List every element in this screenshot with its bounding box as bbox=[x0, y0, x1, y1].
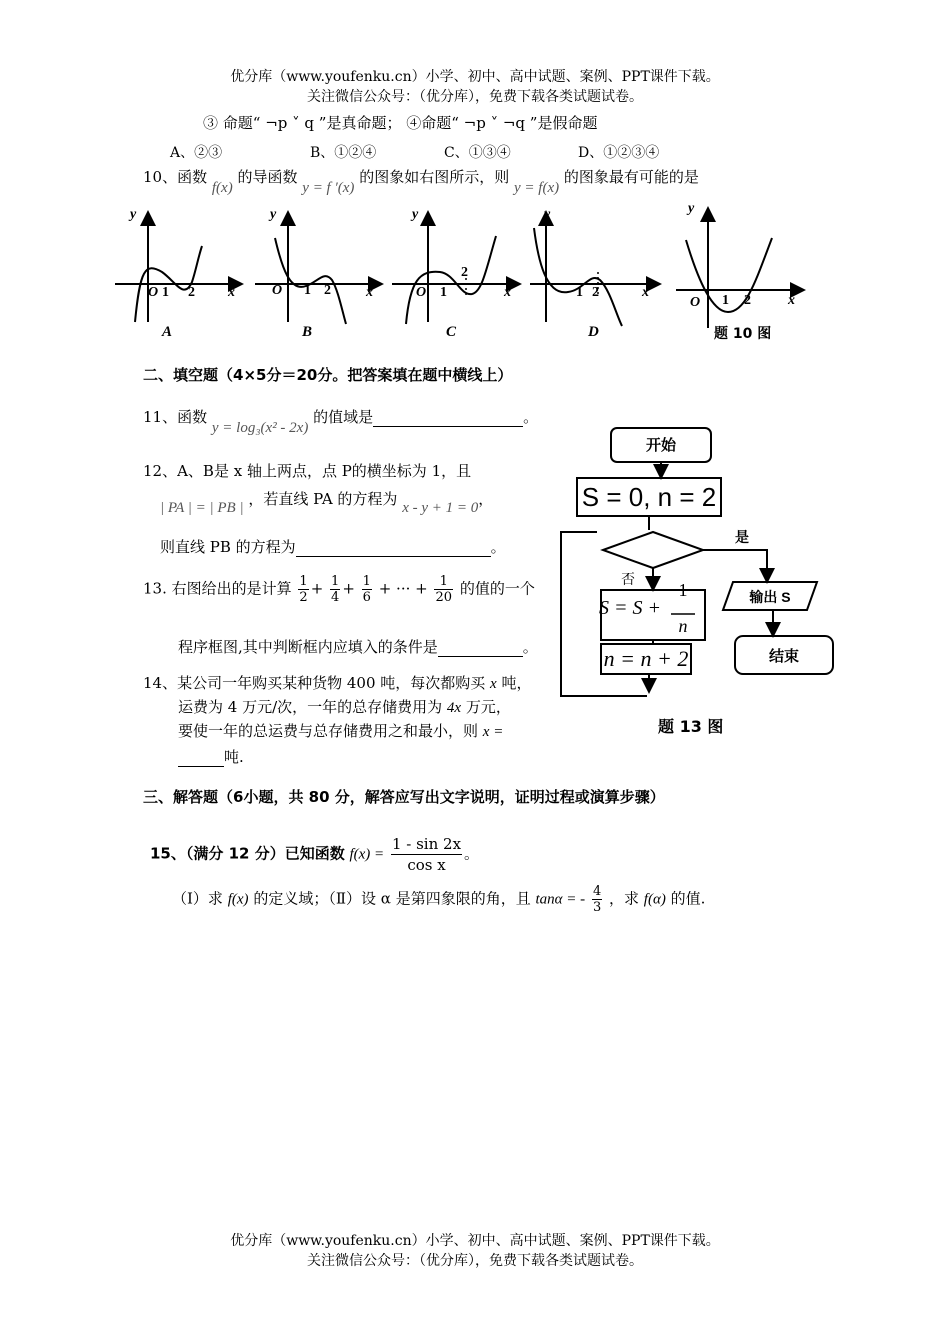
graph-derivative bbox=[676, 210, 802, 328]
graph-d bbox=[530, 214, 658, 326]
flow-update-n-label: n = n + 2 bbox=[603, 646, 689, 671]
graph-d-x-label: x bbox=[642, 285, 649, 300]
q15-part-a: （Ⅰ）求 bbox=[172, 889, 223, 908]
flow-arrow-yes bbox=[703, 550, 767, 580]
q12-answer-blank[interactable] bbox=[296, 556, 491, 557]
q13-frac-4-num: 1 bbox=[434, 574, 453, 590]
q10-yfx: y = f(x) bbox=[514, 180, 560, 196]
q14-line-4 bbox=[178, 746, 244, 767]
q13-suffix: 的值的一个 bbox=[459, 579, 535, 598]
q9-option-a: A、②③ bbox=[170, 145, 223, 161]
q13-dots: + ··· + bbox=[378, 579, 428, 598]
graph-c-x-label: x bbox=[504, 285, 511, 300]
q10-graphs bbox=[110, 200, 810, 350]
q15-tan-frac bbox=[592, 884, 602, 915]
graph-b-tick-2: 2 bbox=[324, 283, 331, 298]
flow-output-label: 输出 S bbox=[749, 589, 791, 605]
graph-b-curve bbox=[275, 238, 346, 324]
graph-a-origin: O bbox=[148, 285, 159, 300]
graph-c bbox=[392, 214, 518, 324]
q15-fraction bbox=[391, 834, 462, 875]
graph-a-y-label: y bbox=[130, 207, 137, 222]
q11-answer-blank[interactable] bbox=[373, 426, 523, 427]
graph-c-curve bbox=[406, 236, 496, 324]
footer-line-1: 优分库（www.youfenku.cn）小学、初中、高中试题、案例、PPT课件下载。 bbox=[230, 1233, 720, 1249]
q14-line-3 bbox=[178, 720, 503, 741]
graph-c-tick-1: 1 bbox=[440, 285, 447, 300]
graph-d-tick-2: 2 bbox=[592, 285, 599, 300]
q15-question bbox=[150, 834, 479, 875]
q9-option-b: B、①②④ bbox=[310, 145, 377, 161]
q10-fx: f(x) bbox=[211, 180, 233, 196]
flow-update-s-num: 1 bbox=[678, 580, 688, 600]
q14-answer-blank[interactable] bbox=[178, 766, 224, 767]
flow-update-s-label: S = S + bbox=[599, 597, 661, 619]
graph-d-curve bbox=[534, 228, 622, 326]
graph-c-tick-2: 2 bbox=[461, 265, 468, 280]
q15-end: 。 bbox=[464, 844, 480, 863]
q14-line2a: 运费为 4 万元/次，一年的总存储费用为 bbox=[178, 698, 443, 716]
q9-option-c: C、①③④ bbox=[444, 145, 511, 161]
q14-line-1 bbox=[143, 672, 532, 693]
q10-derivative: y = f ′(x) bbox=[302, 180, 355, 196]
q13-frac-3 bbox=[362, 574, 372, 605]
q15-numerator: 1 - sin 2x bbox=[391, 835, 462, 853]
graph-b-tick-1: 1 bbox=[304, 283, 311, 298]
graph-b-origin: O bbox=[272, 283, 283, 298]
q15-tan: tanα = - bbox=[535, 891, 586, 908]
q9-option-d: D、①②③④ bbox=[578, 145, 660, 161]
graph-c-y-label: y bbox=[412, 207, 419, 222]
q15-parts bbox=[172, 884, 705, 915]
q13-frac-1 bbox=[298, 574, 308, 605]
q13-frac-3-den: 6 bbox=[362, 590, 371, 605]
graph-c-origin: O bbox=[416, 285, 427, 300]
flow-yes-label: 是 bbox=[735, 529, 749, 545]
flow-decision bbox=[603, 532, 703, 568]
graph-derivative-origin: O bbox=[690, 295, 701, 310]
q10-mid1: 的导函数 bbox=[237, 168, 298, 186]
q10-prefix: 10、函数 bbox=[143, 168, 208, 186]
graph-b-label: B bbox=[302, 324, 313, 340]
q15-falpha: f(α) bbox=[643, 891, 666, 908]
q13-frac-4 bbox=[434, 574, 453, 605]
flow-start-label: 开始 bbox=[645, 437, 677, 454]
flowchart bbox=[555, 420, 845, 720]
q13-frac-1-den: 2 bbox=[299, 590, 308, 605]
q12-condition: | PA | = | PB | bbox=[160, 500, 244, 516]
q10-suffix: 的图象最有可能的是 bbox=[563, 168, 699, 186]
q14-line-2 bbox=[178, 696, 511, 717]
graph-b-x-label: x bbox=[366, 285, 373, 300]
q14-line1a: 14、某公司一年购买某种货物 400 吨，每次都购买 bbox=[143, 674, 486, 692]
graph-derivative-y-label: y bbox=[688, 201, 695, 216]
footer-line-2: 关注微信公众号：（优分库），免费下载各类试题试卷。 bbox=[307, 1253, 643, 1269]
q14-line2b: 万元， bbox=[465, 698, 511, 716]
q13-line2-text: 程序框图,其中判断框内应填入的条件是 bbox=[178, 638, 438, 656]
q15-denominator: cos x bbox=[407, 856, 446, 874]
q9-statement-line: ③ 命题“ ¬p ˅ q ”是真命题； ④命题“ ¬p ˅ ¬q ”是假命题 bbox=[203, 114, 598, 132]
q15-part-b: ，求 bbox=[609, 889, 640, 908]
graph-a-tick-1: 1 bbox=[162, 285, 169, 300]
q15-prefix: 15、（满分 12 分）已知函数 bbox=[150, 844, 345, 863]
q10-mid2: 的图象如右图所示，则 bbox=[359, 168, 510, 186]
q14-unit: 吨. bbox=[224, 748, 244, 766]
q13-frac-1-num: 1 bbox=[299, 574, 308, 589]
q13-answer-blank[interactable] bbox=[438, 656, 523, 657]
graph-derivative-tick-2: 2 bbox=[744, 293, 751, 308]
q14-cost: 4x bbox=[446, 700, 462, 716]
q15-tan-den: 3 bbox=[592, 900, 602, 915]
graph-a-x-label: x bbox=[228, 285, 235, 300]
q13-frac-2-num: 1 bbox=[331, 574, 340, 589]
q12-line-1: 12、A、B是 x 轴上两点，点 P的横坐标为 1，且 bbox=[143, 462, 472, 480]
q13-end: 。 bbox=[522, 638, 538, 656]
section3-title: 三、解答题（6小题，共 80 分，解答应写出文字说明，证明过程或演算步骤） bbox=[143, 788, 665, 806]
q12-line2-text: ，若直线 PA 的方程为 bbox=[248, 490, 398, 508]
q14-x-equals: x = bbox=[482, 724, 504, 740]
graph-c-label: C bbox=[446, 324, 457, 340]
q12-end: 。 bbox=[490, 538, 506, 556]
graph-a-tick-2: 2 bbox=[188, 285, 195, 300]
q10-question bbox=[143, 166, 699, 196]
q12-comma: ， bbox=[478, 490, 494, 508]
q14-line1b: 吨， bbox=[501, 674, 532, 692]
q15-tan-num: 4 bbox=[592, 884, 602, 899]
q13-frac-4-den: 20 bbox=[435, 590, 453, 605]
q13-frac-2 bbox=[330, 574, 340, 605]
flow-no-label: 否 bbox=[621, 571, 635, 587]
q11-formula: y = log₃(x² - 2x) bbox=[211, 420, 309, 436]
q10-figure-caption: 题 10 图 bbox=[714, 326, 772, 342]
q13-frac-3-num: 1 bbox=[362, 574, 371, 589]
graph-a bbox=[115, 214, 240, 322]
flow-update-s-den: n bbox=[678, 616, 688, 636]
q13-line-1: 13. 右图给出的是计算 $\frac{1}{2}$ + $\frac{1}{4}$ + $\frac{1}{6}$ + ··· + $\frac{1}{20}$ 的值的一个 bbox=[143, 574, 535, 605]
graph-d-y-label: y bbox=[544, 207, 551, 222]
graph-derivative-x-label: x bbox=[788, 293, 795, 308]
q13-prefix: 13. 右图给出的是计算 bbox=[143, 579, 292, 598]
q11-suffix: 的值域是 bbox=[313, 408, 374, 426]
q15-fx2: f(x) bbox=[227, 891, 249, 908]
graph-a-label: A bbox=[162, 324, 173, 340]
header-line-2: 关注微信公众号：（优分库），免费下载各类试题试卷。 bbox=[307, 89, 643, 105]
q13-figure-caption: 题 13 图 bbox=[658, 717, 724, 736]
header-line-1: 优分库（www.youfenku.cn）小学、初中、高中试题、案例、PPT课件下载。 bbox=[230, 69, 720, 85]
q12-line3-text: 则直线 PB 的方程为 bbox=[160, 538, 296, 556]
q14-line3: 要使一年的总运费与总存储费用之和最小，则 bbox=[178, 722, 479, 740]
graph-derivative-tick-1: 1 bbox=[722, 293, 729, 308]
q14-var-x: x bbox=[490, 676, 497, 692]
q12-equation: x - y + 1 = 0 bbox=[402, 500, 479, 516]
q11-prefix: 11、函数 bbox=[143, 408, 208, 426]
q15-part-a2: 的定义域；（Ⅱ）设 α 是第四象限的角，且 bbox=[253, 889, 531, 908]
q12-line-3 bbox=[160, 536, 506, 557]
graph-d-tick-1: 1 bbox=[576, 285, 583, 300]
flow-end-label: 结束 bbox=[768, 648, 800, 665]
graph-d-label: D bbox=[588, 324, 599, 340]
graph-b-y-label: y bbox=[270, 207, 277, 222]
section2-title: 二、填空题（4×5分＝20分。把答案填在题中横线上） bbox=[143, 366, 513, 384]
flow-init-label: S = 0, n = 2 bbox=[581, 482, 717, 512]
q12-line-2 bbox=[160, 488, 494, 516]
q11-question bbox=[143, 406, 539, 436]
q15-fx: f(x) = bbox=[349, 846, 385, 863]
q13-frac-2-den: 4 bbox=[331, 590, 340, 605]
graph-b bbox=[255, 214, 380, 324]
q13-line-2 bbox=[178, 636, 538, 657]
q15-part-b2: 的值. bbox=[670, 889, 706, 908]
q11-end: 。 bbox=[523, 408, 539, 426]
